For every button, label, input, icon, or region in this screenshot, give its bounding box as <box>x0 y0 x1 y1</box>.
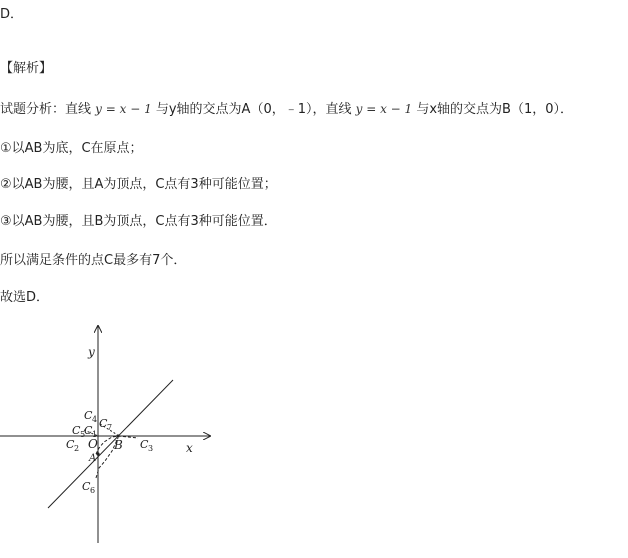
analysis-prefix: 试题分析：直线 <box>0 102 92 117</box>
answer-line: D． <box>0 7 24 22</box>
final-answer-line: 故选D． <box>0 290 50 305</box>
label-c7-letter: C <box>99 417 108 430</box>
label-c5-sub: 5 <box>80 430 86 439</box>
label-c6-letter: C <box>82 480 91 493</box>
label-c1-letter: C <box>84 424 93 437</box>
label-c5-letter: C <box>72 424 81 437</box>
label-c1 <box>84 424 97 439</box>
analysis-mid2: 与x轴的交点为B（1，0）． <box>416 102 573 117</box>
point-a-label: A <box>89 453 97 464</box>
label-c3-sub: 3 <box>148 444 154 453</box>
label-c6 <box>82 480 95 495</box>
origin-label: O <box>88 437 98 451</box>
label-c4-sub: 4 <box>92 415 98 424</box>
label-c7-sub: 7 <box>107 423 113 432</box>
label-c2 <box>66 438 79 453</box>
label-c7 <box>99 417 112 432</box>
coordinate-figure <box>0 318 230 546</box>
axis-label-x: x <box>186 441 193 455</box>
case-2: ②以AB为腰，且A为顶点，C点有3种可能位置； <box>0 177 277 192</box>
line-equation-2: y = x − 1 <box>355 102 413 116</box>
case-1: ①以AB为底，C在原点； <box>0 141 143 156</box>
case-3: ③以AB为腰，且B为顶点，C点有3种可能位置． <box>0 214 277 229</box>
label-c3-letter: C <box>140 438 149 451</box>
label-c2-sub: 2 <box>74 444 80 453</box>
label-c4-letter: C <box>84 409 93 422</box>
point-b-label: B <box>114 438 123 452</box>
label-c1-sub: 1 <box>92 430 98 439</box>
label-c2-letter: C <box>66 438 75 451</box>
section-heading: 【解析】 <box>0 61 53 76</box>
analysis-mid1: 与y轴的交点为A（0，﹣1），直线 <box>155 102 352 117</box>
label-c4 <box>84 409 97 424</box>
analysis-line <box>0 100 573 119</box>
axis-label-y: y <box>88 345 95 359</box>
label-c3 <box>140 438 153 453</box>
label-c6-sub: 6 <box>90 486 96 495</box>
point-a-dot <box>96 452 99 455</box>
line-equation-1: y = x − 1 <box>95 102 152 116</box>
conclusion-line: 所以满足条件的点C最多有7个． <box>0 253 187 268</box>
